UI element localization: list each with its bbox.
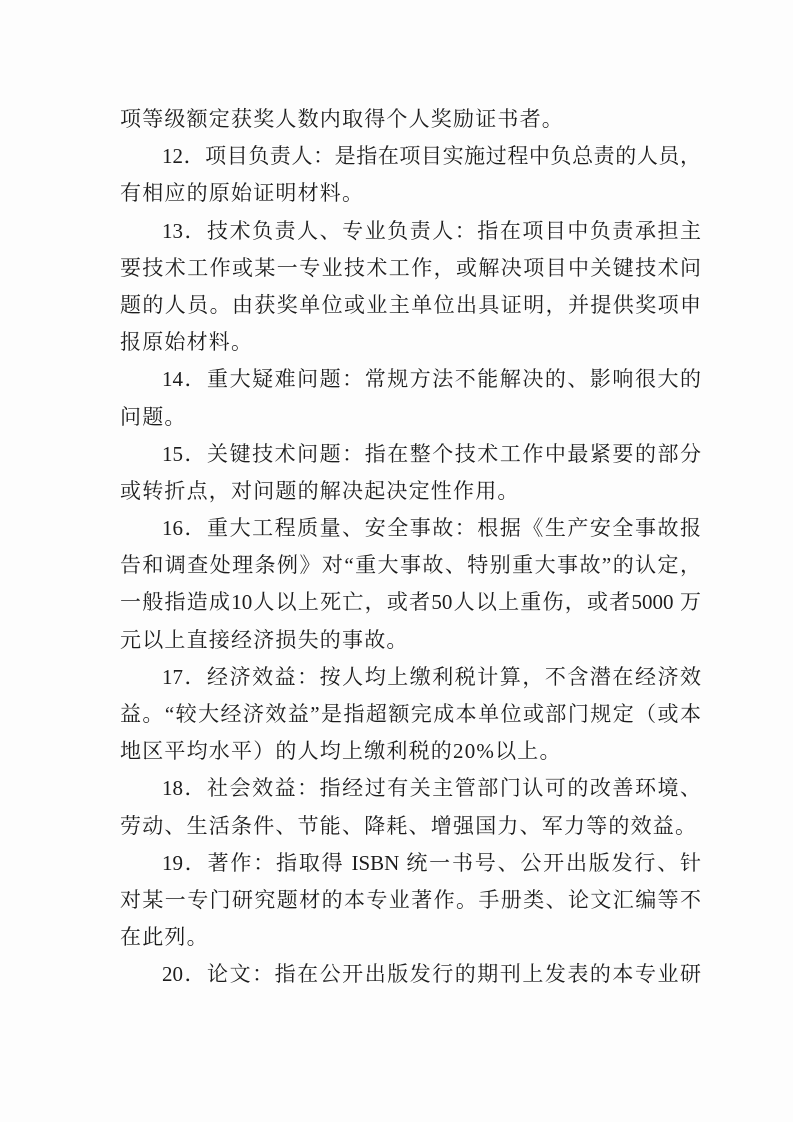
- text-line: 劳动、生活条件、节能、降耗、增强国力、军力等的效益。: [120, 813, 698, 838]
- text-line: 有相应的原始证明材料。: [120, 181, 365, 206]
- text-line: 一般指造成10人以上死亡，或者50人以上重伤，或者5000 万: [120, 590, 701, 615]
- text-line: 12．项目负责人：是指在项目实施过程中负总责的人员，: [162, 144, 701, 169]
- text-line: 告和调查处理条例》对“重大事故、特别重大事故”的认定，: [120, 553, 701, 578]
- text-line: 13．技术负责人、专业负责人：指在项目中负责承担主: [162, 218, 701, 243]
- text-block: [120, 101, 701, 994]
- text-line: 17．经济效益：按人均上缴利税计算，不含潜在经济效: [162, 664, 701, 689]
- text-line: 在此列。: [120, 925, 209, 950]
- text-line: 题的人员。由获奖单位或业主单位出具证明，并提供奖项申: [120, 292, 701, 317]
- text-line: 或转折点，对问题的解决起决定性作用。: [120, 478, 520, 503]
- text-line: 地区平均水平）的人均上缴利税的20%以上。: [120, 739, 562, 764]
- text-line: 20．论文：指在公开出版发行的期刊上发表的本专业研: [162, 962, 701, 987]
- text-line: 问题。: [120, 404, 187, 429]
- text-line: 元以上直接经济损失的事故。: [120, 627, 409, 652]
- text-line: 18．社会效益：指经过有关主管部门认可的改善环境、: [162, 776, 701, 801]
- text-line: 报原始材料。: [120, 330, 254, 355]
- text-line: 14．重大疑难问题：常规方法不能解决的、影响很大的: [162, 367, 701, 392]
- text-line: 19．著作：指取得 ISBN 统一书号、公开出版发行、针: [162, 850, 701, 875]
- text-line: 项等级额定获奖人数内取得个人奖励证书者。: [120, 107, 564, 131]
- text-line: 要技术工作或某一专业技术工作，或解决项目中关键技术问: [120, 255, 701, 280]
- text-line: 15．关键技术问题：指在整个技术工作中最紧要的部分: [162, 441, 701, 466]
- text-line: 益。“较大经济效益”是指超额完成本单位或部门规定（或本: [120, 702, 701, 726]
- text-line: 16．重大工程质量、安全事故：根据《生产安全事故报: [162, 516, 701, 541]
- text-line: 对某一专门研究题材的本专业著作。手册类、论文汇编等不: [120, 887, 701, 912]
